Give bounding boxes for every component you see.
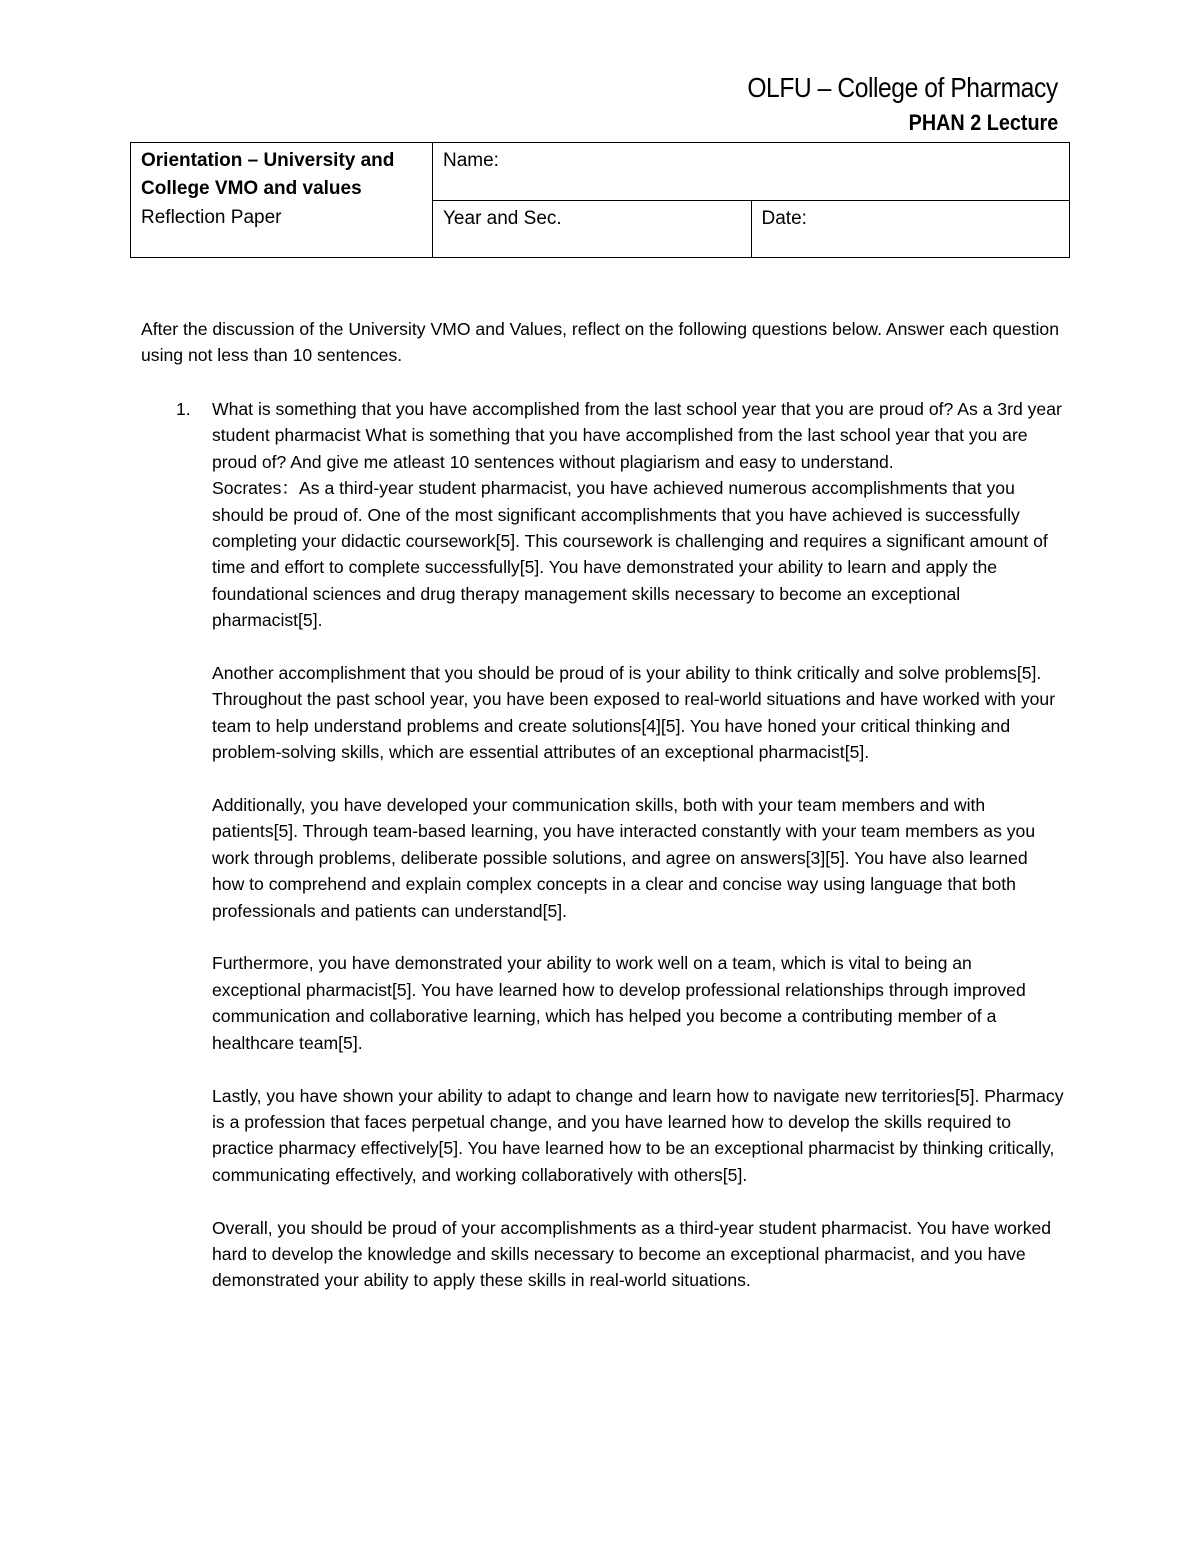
name-cell[interactable] [433, 143, 1070, 201]
topic-cell [131, 143, 433, 258]
question-number: 1. [176, 399, 191, 419]
year-section-label: Year and Sec. [443, 208, 562, 229]
question-list [141, 396, 1071, 1294]
question-text: What is something that you have accomplished from the last school year that you are proud of? As a 3rd year student pharmacist What is something that you have accomplished from the last school year that you are proud of? And give me atleast 10 sentences without plagiarism and easy to understand. [212, 399, 1062, 472]
answer-paragraph-5: Lastly, you have shown your ability to adapt to change and learn how to navigate new territories[5]. Pharmacy is a profession that faces perpetual change, and you have learned how to develop the skills required to practice pharmacy effectively[5]. You have learned how to be an exceptional pharmacist by thinking critically, communicating effectively, and working collaboratively with others[5]. [212, 1085, 1064, 1185]
topic-type: Reflection Paper [141, 207, 282, 228]
header-title: OLFU – College of Pharmacy [747, 72, 1058, 103]
question-item [212, 396, 1064, 1294]
header-subtitle: PHAN 2 Lecture [908, 110, 1058, 135]
info-table [130, 142, 1070, 258]
answer-paragraph-4: Furthermore, you have demonstrated your ability to work well on a team, which is vital to being an exceptional pharmacist[5]. You have learned how to develop professional relationships through improved communication and collaborative learning, which has helped you become a contributing member of a healthcare team[5]. [212, 953, 1026, 1053]
answer-paragraph-6: Overall, you should be proud of your accomplishments as a third-year student pharmacist. You have worked hard to develop the knowledge and skills necessary to become an exceptional pharmacist, and you have demonstrated your ability to apply these skills in real-world situations. [212, 1217, 1052, 1291]
topic-title: Orientation – University and College VMO and values [141, 150, 395, 199]
intro-paragraph: After the discussion of the University VMO and Values, reflect on the following questions below. Answer each question using not less than 10 sentences. [141, 319, 1059, 366]
date-cell[interactable] [751, 201, 1070, 258]
answer-paragraph-2: Another accomplishment that you should be proud of is your ability to think critically and solve problems[5]. Throughout the past school year, you have been exposed to real-world situations and have worked with your team to help understand problems and create solutions[4][5]. You have honed your critical thinking and problem-solving skills, which are essential attributes of an exceptional pharmacist[5]. [212, 663, 1056, 763]
name-label: Name: [443, 150, 499, 171]
date-label: Date: [761, 208, 807, 229]
year-section-cell[interactable] [433, 201, 752, 258]
answer-paragraph-1: Socrates：As a third-year student pharmacist, you have achieved numerous accomplishments that you should be proud of. One of the most significant accomplishments that you have achieved is successfully completing your didactic coursework[5]. This coursework is challenging and requires a significant amount of time and effort to complete successfully[5]. You have demonstrated your ability to learn and apply the foundational sciences and drug therapy management skills necessary to become an exceptional pharmacist[5]. [212, 478, 1048, 631]
body-text [141, 316, 1071, 395]
answer-paragraph-3: Additionally, you have developed your communication skills, both with your team members and with patients[5]. Through team-based learning, you have interacted constantly with your team members as you work through problems, deliberate possible solutions, and agree on answers[3][5]. You have also learned how to comprehend and explain complex concepts in a clear and concise way using language that both professionals and patients can understand[5]. [212, 795, 1036, 921]
